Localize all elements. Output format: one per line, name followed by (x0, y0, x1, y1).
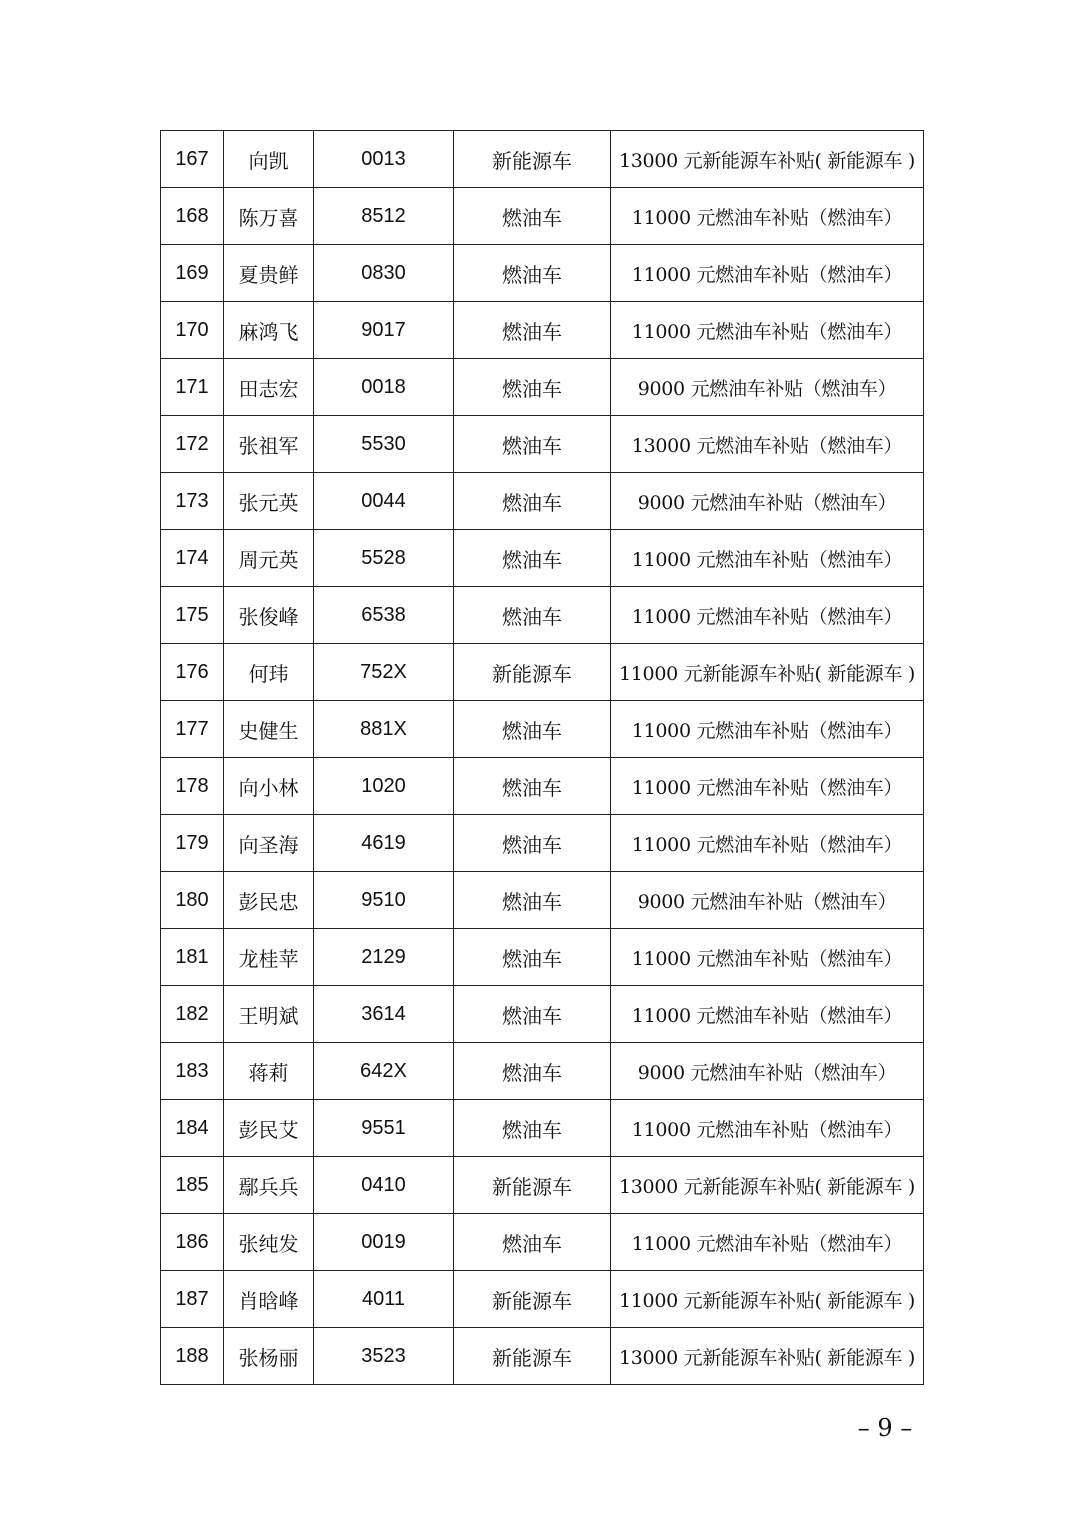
cell-id-suffix: 4011 (314, 1271, 454, 1328)
cell-number: 170 (161, 302, 224, 359)
cell-id-suffix: 0018 (314, 359, 454, 416)
cell-number: 179 (161, 815, 224, 872)
cell-id-suffix: 0044 (314, 473, 454, 530)
table-row (161, 1328, 924, 1385)
cell-id-suffix: 0013 (314, 131, 454, 188)
page-number: – 9 – (857, 1414, 913, 1442)
table-row (161, 1271, 924, 1328)
cell-id-suffix: 0830 (314, 245, 454, 302)
cell-name: 向圣海 (224, 815, 314, 872)
table-row (161, 1214, 924, 1271)
cell-name: 田志宏 (224, 359, 314, 416)
table-row (161, 1157, 924, 1214)
cell-number: 175 (161, 587, 224, 644)
table-row (161, 929, 924, 986)
cell-subsidy: 9000 元燃油车补贴（燃油车） (611, 359, 924, 416)
cell-id-suffix: 2129 (314, 929, 454, 986)
table-row (161, 1100, 924, 1157)
cell-id-suffix: 6538 (314, 587, 454, 644)
cell-number: 180 (161, 872, 224, 929)
cell-id-suffix: 9510 (314, 872, 454, 929)
cell-subsidy: 11000 元燃油车补贴（燃油车） (611, 1214, 924, 1271)
cell-name: 何玮 (224, 644, 314, 701)
cell-vehicle-type: 燃油车 (454, 1100, 611, 1157)
cell-number: 172 (161, 416, 224, 473)
table-body (161, 131, 924, 1385)
table-row (161, 872, 924, 929)
cell-number: 169 (161, 245, 224, 302)
cell-name: 麻鸿飞 (224, 302, 314, 359)
cell-number: 173 (161, 473, 224, 530)
cell-subsidy: 9000 元燃油车补贴（燃油车） (611, 473, 924, 530)
cell-id-suffix: 9017 (314, 302, 454, 359)
cell-number: 171 (161, 359, 224, 416)
cell-vehicle-type: 新能源车 (454, 1271, 611, 1328)
cell-number: 177 (161, 701, 224, 758)
cell-id-suffix: 881X (314, 701, 454, 758)
cell-subsidy: 11000 元燃油车补贴（燃油车） (611, 302, 924, 359)
cell-id-suffix: 0410 (314, 1157, 454, 1214)
cell-subsidy: 11000 元燃油车补贴（燃油车） (611, 587, 924, 644)
cell-vehicle-type: 燃油车 (454, 302, 611, 359)
cell-name: 张纯发 (224, 1214, 314, 1271)
cell-number: 174 (161, 530, 224, 587)
table-row (161, 245, 924, 302)
cell-number: 185 (161, 1157, 224, 1214)
cell-vehicle-type: 燃油车 (454, 815, 611, 872)
cell-number: 184 (161, 1100, 224, 1157)
cell-number: 167 (161, 131, 224, 188)
cell-vehicle-type: 新能源车 (454, 1157, 611, 1214)
cell-vehicle-type: 燃油车 (454, 1043, 611, 1100)
cell-subsidy: 13000 元新能源车补贴( 新能源车 ) (611, 1157, 924, 1214)
cell-subsidy: 11000 元燃油车补贴（燃油车） (611, 929, 924, 986)
cell-name: 鄢兵兵 (224, 1157, 314, 1214)
cell-name: 周元英 (224, 530, 314, 587)
cell-vehicle-type: 燃油车 (454, 758, 611, 815)
cell-id-suffix: 642X (314, 1043, 454, 1100)
cell-id-suffix: 5528 (314, 530, 454, 587)
table-row (161, 530, 924, 587)
cell-number: 187 (161, 1271, 224, 1328)
cell-vehicle-type: 新能源车 (454, 131, 611, 188)
cell-subsidy: 13000 元燃油车补贴（燃油车） (611, 416, 924, 473)
cell-vehicle-type: 燃油车 (454, 188, 611, 245)
cell-name: 张元英 (224, 473, 314, 530)
cell-id-suffix: 4619 (314, 815, 454, 872)
cell-name: 张杨丽 (224, 1328, 314, 1385)
cell-id-suffix: 5530 (314, 416, 454, 473)
cell-vehicle-type: 燃油车 (454, 530, 611, 587)
cell-vehicle-type: 燃油车 (454, 1214, 611, 1271)
cell-vehicle-type: 燃油车 (454, 701, 611, 758)
cell-subsidy: 9000 元燃油车补贴（燃油车） (611, 1043, 924, 1100)
cell-id-suffix: 8512 (314, 188, 454, 245)
table-row (161, 758, 924, 815)
cell-vehicle-type: 燃油车 (454, 416, 611, 473)
cell-subsidy: 11000 元燃油车补贴（燃油车） (611, 188, 924, 245)
cell-subsidy: 11000 元燃油车补贴（燃油车） (611, 758, 924, 815)
cell-vehicle-type: 燃油车 (454, 473, 611, 530)
cell-vehicle-type: 新能源车 (454, 644, 611, 701)
cell-name: 张俊峰 (224, 587, 314, 644)
cell-vehicle-type: 燃油车 (454, 245, 611, 302)
cell-name: 蒋莉 (224, 1043, 314, 1100)
cell-name: 夏贵鲜 (224, 245, 314, 302)
cell-subsidy: 13000 元新能源车补贴( 新能源车 ) (611, 131, 924, 188)
cell-name: 史健生 (224, 701, 314, 758)
cell-number: 188 (161, 1328, 224, 1385)
cell-subsidy: 13000 元新能源车补贴( 新能源车 ) (611, 1328, 924, 1385)
cell-id-suffix: 3614 (314, 986, 454, 1043)
cell-number: 186 (161, 1214, 224, 1271)
cell-subsidy: 11000 元燃油车补贴（燃油车） (611, 530, 924, 587)
cell-number: 183 (161, 1043, 224, 1100)
cell-name: 彭民忠 (224, 872, 314, 929)
table-row (161, 188, 924, 245)
cell-id-suffix: 9551 (314, 1100, 454, 1157)
cell-subsidy: 11000 元燃油车补贴（燃油车） (611, 1100, 924, 1157)
cell-id-suffix: 1020 (314, 758, 454, 815)
cell-name: 龙桂苹 (224, 929, 314, 986)
cell-vehicle-type: 燃油车 (454, 587, 611, 644)
cell-subsidy: 11000 元新能源车补贴( 新能源车 ) (611, 1271, 924, 1328)
cell-id-suffix: 0019 (314, 1214, 454, 1271)
cell-vehicle-type: 燃油车 (454, 986, 611, 1043)
table-row (161, 473, 924, 530)
cell-number: 181 (161, 929, 224, 986)
table-row (161, 986, 924, 1043)
cell-name: 向凯 (224, 131, 314, 188)
cell-number: 176 (161, 644, 224, 701)
cell-id-suffix: 752X (314, 644, 454, 701)
cell-vehicle-type: 新能源车 (454, 1328, 611, 1385)
table-row (161, 302, 924, 359)
cell-vehicle-type: 燃油车 (454, 872, 611, 929)
cell-subsidy: 9000 元燃油车补贴（燃油车） (611, 872, 924, 929)
cell-subsidy: 11000 元燃油车补贴（燃油车） (611, 815, 924, 872)
table-row (161, 644, 924, 701)
subsidy-table (160, 130, 924, 1385)
cell-name: 彭民艾 (224, 1100, 314, 1157)
cell-vehicle-type: 燃油车 (454, 929, 611, 986)
cell-number: 178 (161, 758, 224, 815)
cell-subsidy: 11000 元燃油车补贴（燃油车） (611, 245, 924, 302)
cell-subsidy: 11000 元燃油车补贴（燃油车） (611, 701, 924, 758)
cell-vehicle-type: 燃油车 (454, 359, 611, 416)
table-row (161, 416, 924, 473)
table-row (161, 587, 924, 644)
cell-subsidy: 11000 元新能源车补贴( 新能源车 ) (611, 644, 924, 701)
table-row (161, 701, 924, 758)
cell-subsidy: 11000 元燃油车补贴（燃油车） (611, 986, 924, 1043)
cell-id-suffix: 3523 (314, 1328, 454, 1385)
cell-name: 陈万喜 (224, 188, 314, 245)
cell-number: 182 (161, 986, 224, 1043)
cell-number: 168 (161, 188, 224, 245)
cell-name: 向小林 (224, 758, 314, 815)
table-row (161, 359, 924, 416)
cell-name: 王明斌 (224, 986, 314, 1043)
cell-name: 张祖军 (224, 416, 314, 473)
table-row (161, 815, 924, 872)
table-row (161, 1043, 924, 1100)
table-row (161, 131, 924, 188)
cell-name: 肖晗峰 (224, 1271, 314, 1328)
